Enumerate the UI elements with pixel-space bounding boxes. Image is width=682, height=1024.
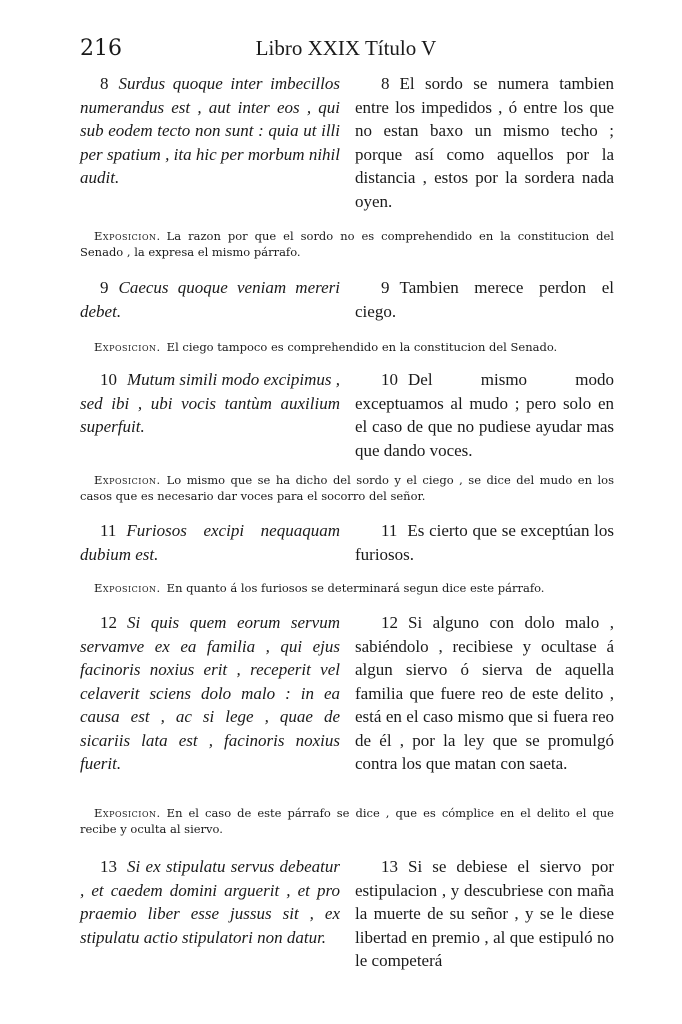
running-title: Libro XXIX Título V — [255, 36, 437, 60]
latin-text — [80, 855, 340, 949]
page-header — [80, 36, 612, 66]
exposicion-note — [80, 228, 614, 260]
exposicion-label: Exposicion. — [94, 340, 161, 354]
exposicion-text: En el caso de este párrafo se dice , que es cómplice en el delito el que recibe y oculta al siervo. — [80, 806, 614, 836]
spanish-text — [355, 368, 614, 462]
latin-text — [80, 72, 340, 190]
section-number: 8 — [100, 74, 109, 93]
section-number: 10 — [100, 370, 117, 389]
section-number: 10 — [381, 370, 398, 389]
section-number: 11 — [381, 521, 398, 540]
page-number: 216 — [80, 36, 122, 61]
spanish-text — [355, 855, 614, 973]
exposicion-label: Exposicion. — [94, 806, 161, 820]
exposicion-text: La razon por que el sordo no es comprehendido en la constitucion del Senado , la expresa el mismo párrafo. — [80, 229, 614, 259]
exposicion-note — [80, 472, 614, 504]
exposicion-label: Exposicion. — [94, 229, 161, 243]
latin-body: Mutum simili modo excipimus , sed ibi , ubi vocis tantùm auxilium superfuit. — [80, 370, 340, 436]
latin-body: Si quis quem eorum servum servamve ex ea familia , qui ejus facinoris noxius erit , receperit vel celaverit sciens dolo malo : in ea causa est , ac si lege , quae de sicariis lata est , facinoris noxius fuerit. — [80, 613, 340, 773]
latin-text — [80, 519, 340, 566]
exposicion-text: Lo mismo que se ha dicho del sordo y el ciego , se dice del mudo en los casos que es necesario dar voces para el socorro del señor. — [80, 473, 614, 503]
latin-body: Furiosos excipi nequaquam dubium est. — [80, 521, 340, 564]
spanish-body: Del mismo modo exceptuamos al mudo ; pero solo en el caso de que no pudiese ayudar mas que dando voces. — [355, 370, 614, 460]
spanish-body: El sordo se numera tambien entre los impedidos , ó entre los que no estan baxo un mismo techo ; porque así como aquellos por la distancia , estos por la sordera nada oyen. — [355, 74, 614, 211]
spanish-body: Tambien merece perdon el ciego. — [355, 278, 614, 321]
spanish-body: Si alguno con dolo malo , sabiéndolo , recibiese y ocultase á algun siervo ó sierva de aquella familia que fuere reo de este delito , está en el caso mismo que si fuera reo de él , por la ley que se promulgó contra los que matan con saeta. — [355, 613, 614, 773]
spanish-text — [355, 276, 614, 323]
exposicion-note — [80, 339, 614, 355]
section-number: 9 — [100, 278, 109, 297]
section-number: 13 — [381, 857, 398, 876]
section-number: 13 — [100, 857, 117, 876]
spanish-text — [355, 72, 614, 213]
latin-body: Si ex stipulatu servus debeatur , et caedem domini arguerit , et pro praemio liber esse jussus sit , ex stipulatu actio stipulatori non datur. — [80, 857, 340, 947]
exposicion-note — [80, 580, 614, 596]
latin-body: Caecus quoque veniam mereri debet. — [80, 278, 340, 321]
latin-text — [80, 276, 340, 323]
exposicion-label: Exposicion. — [94, 473, 161, 487]
exposicion-text: En quanto á los furiosos se determinará segun dice este párrafo. — [166, 581, 545, 595]
spanish-text — [355, 611, 614, 776]
section-number: 8 — [381, 74, 390, 93]
spanish-text — [355, 519, 614, 566]
section-number: 12 — [381, 613, 398, 632]
exposicion-label: Exposicion. — [94, 581, 161, 595]
exposicion-note — [80, 805, 614, 837]
spanish-body: Si se debiese el siervo por estipulacion , y descubriese con maña la muerte de su señor , y se le diese libertad en premio , al que estipuló no le competerá — [355, 857, 614, 970]
section-number: 9 — [381, 278, 390, 297]
latin-body: Surdus quoque inter imbecillos numerandus est , aut inter eos , qui sub eodem tecto non sunt : quia ut illi per spatium , ita hic per morbum nihil audit. — [80, 74, 340, 187]
section-number: 12 — [100, 613, 117, 632]
spanish-body: Es cierto que se exceptúan los furiosos. — [355, 521, 614, 564]
section-number: 11 — [100, 521, 117, 540]
exposicion-text: El ciego tampoco es comprehendido en la constitucion del Senado. — [166, 340, 558, 354]
latin-text — [80, 611, 340, 776]
latin-text — [80, 368, 340, 439]
